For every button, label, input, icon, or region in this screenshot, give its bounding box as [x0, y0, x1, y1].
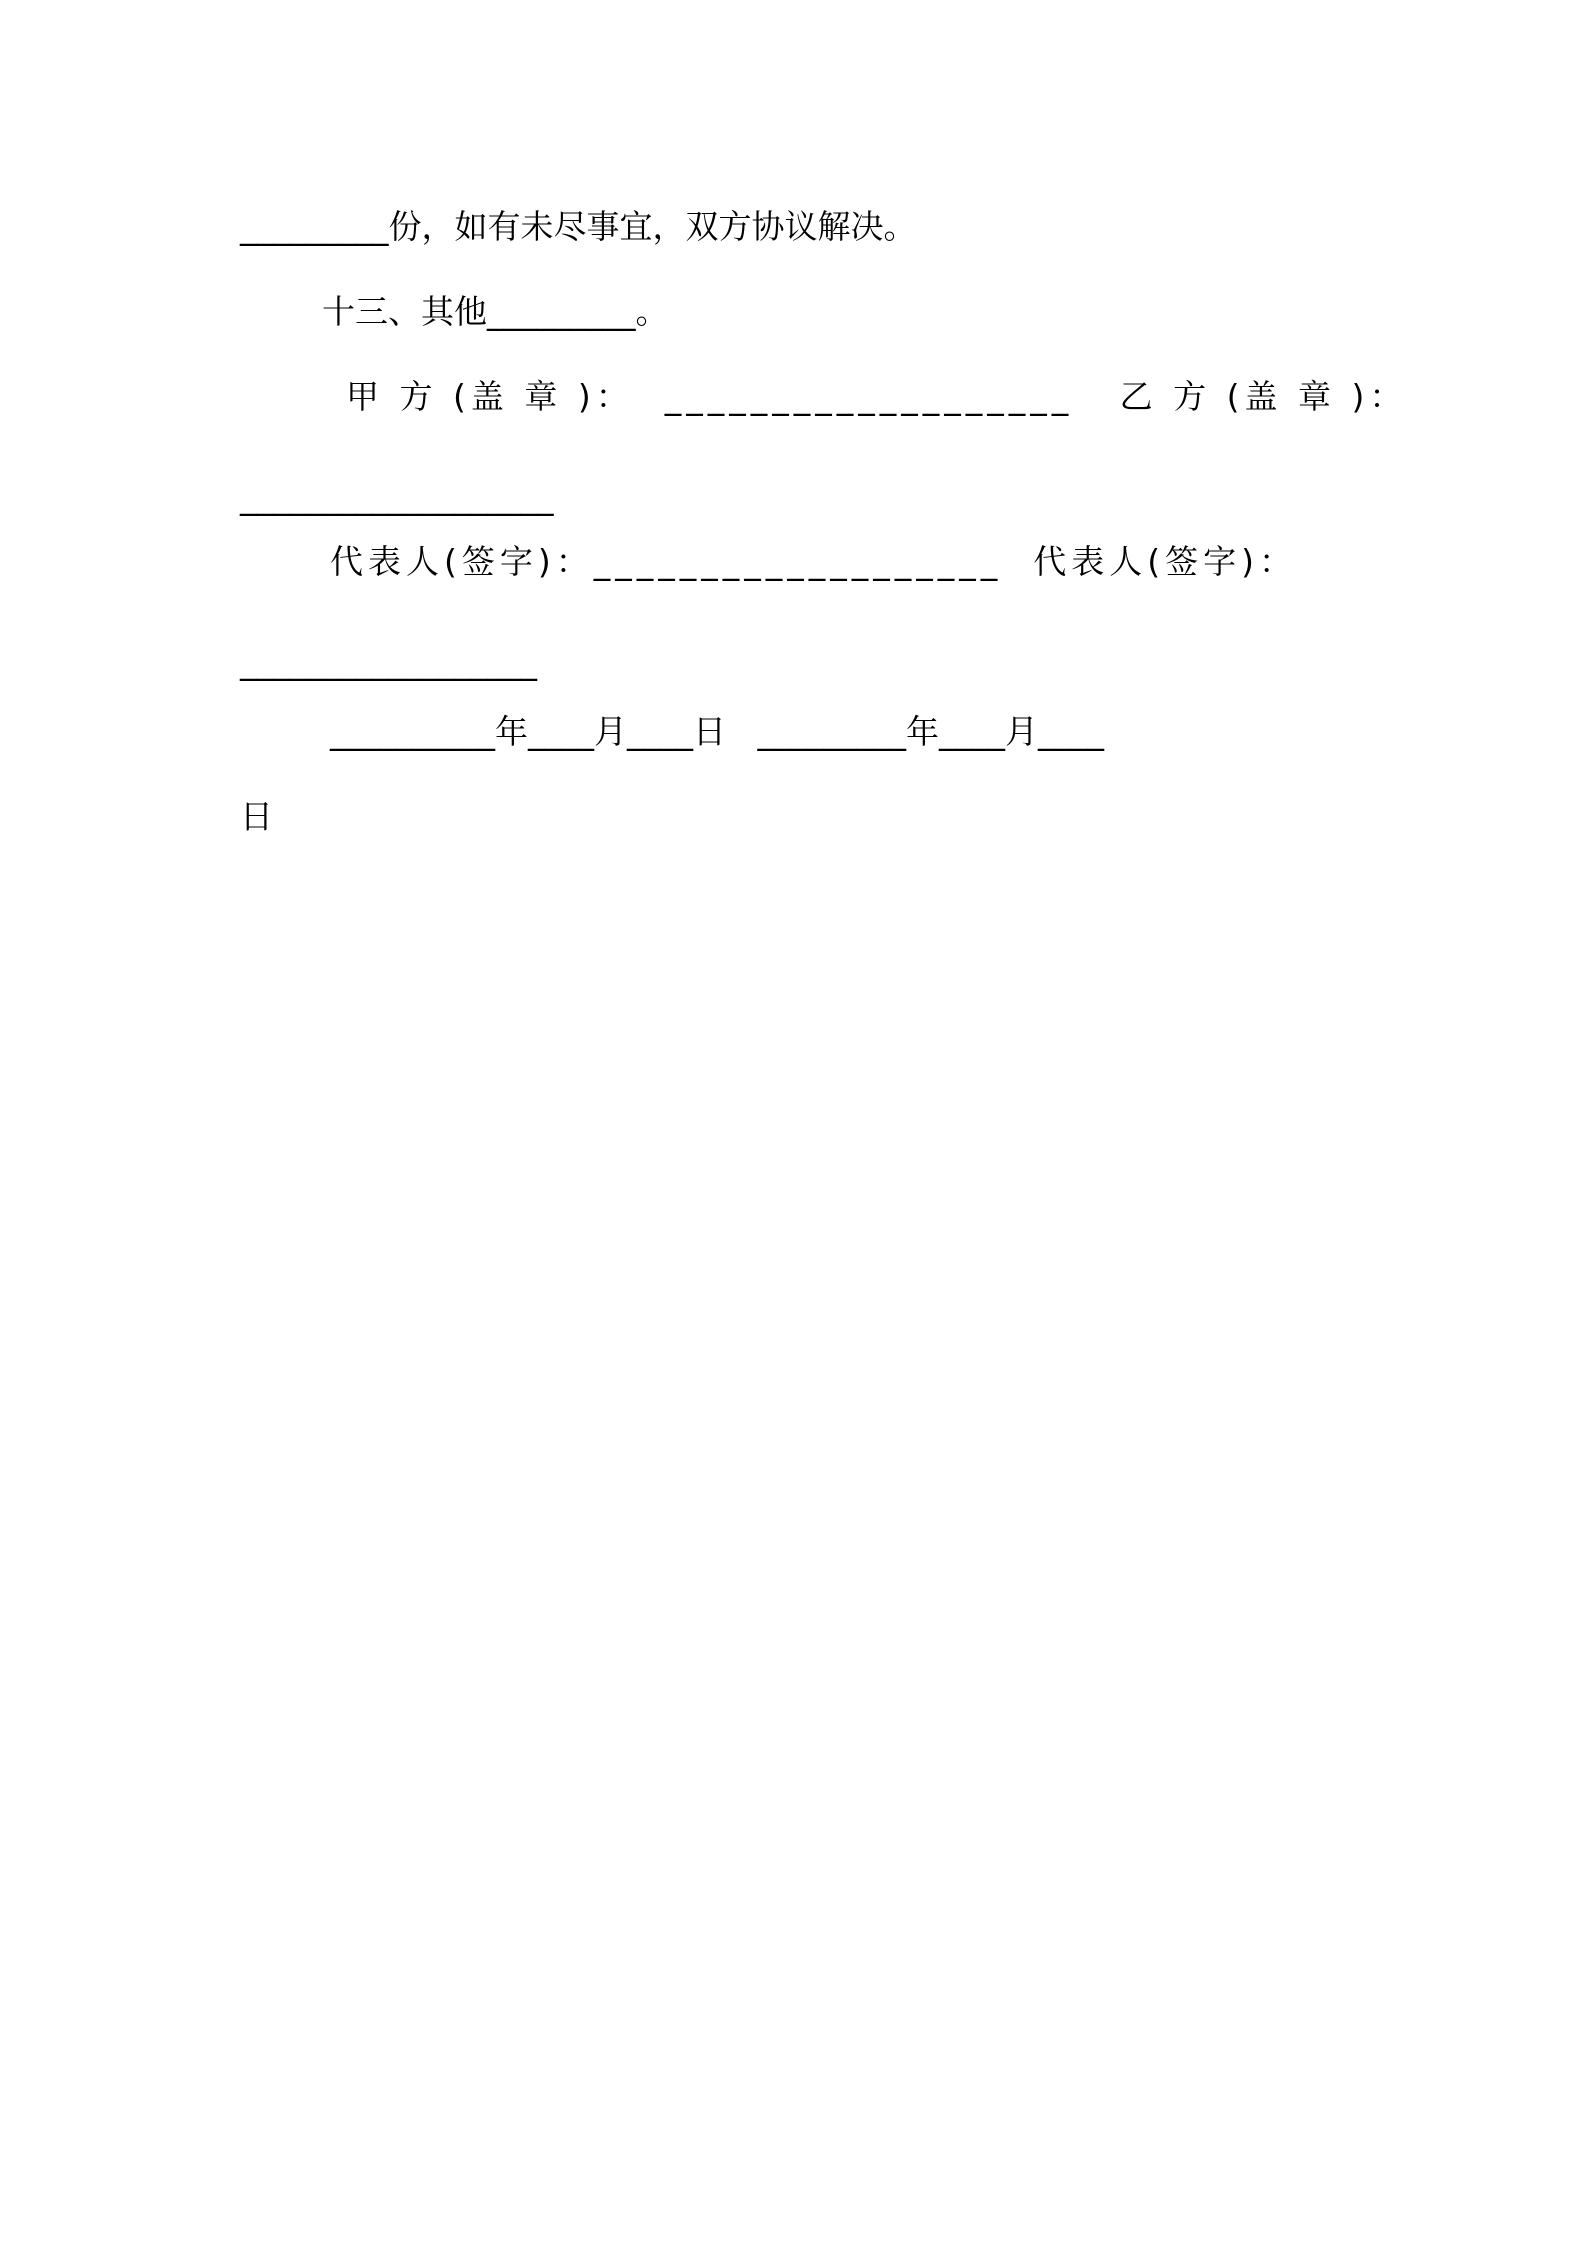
- text-line-representative-signature: 代表人(签字)：___________________ 代表人(签字)：: [330, 542, 1297, 581]
- text-line-representative-b-blank: __________________: [240, 642, 537, 681]
- text-line-date-day: 日: [240, 797, 273, 836]
- text-line-party-seal: 甲 方 (盖 章 )： ___________________ 乙 方 (盖 章 )：: [346, 377, 1408, 416]
- text-line-party-b-seal-blank: ___________________: [240, 477, 554, 516]
- text-line-other-clause: 十三、其他_________。: [322, 292, 669, 331]
- text-line-copies-clause: _________份，如有未尽事宜，双方协议解决。: [240, 207, 917, 246]
- text-line-date: __________年____月____日 _________年____月____: [330, 712, 1104, 751]
